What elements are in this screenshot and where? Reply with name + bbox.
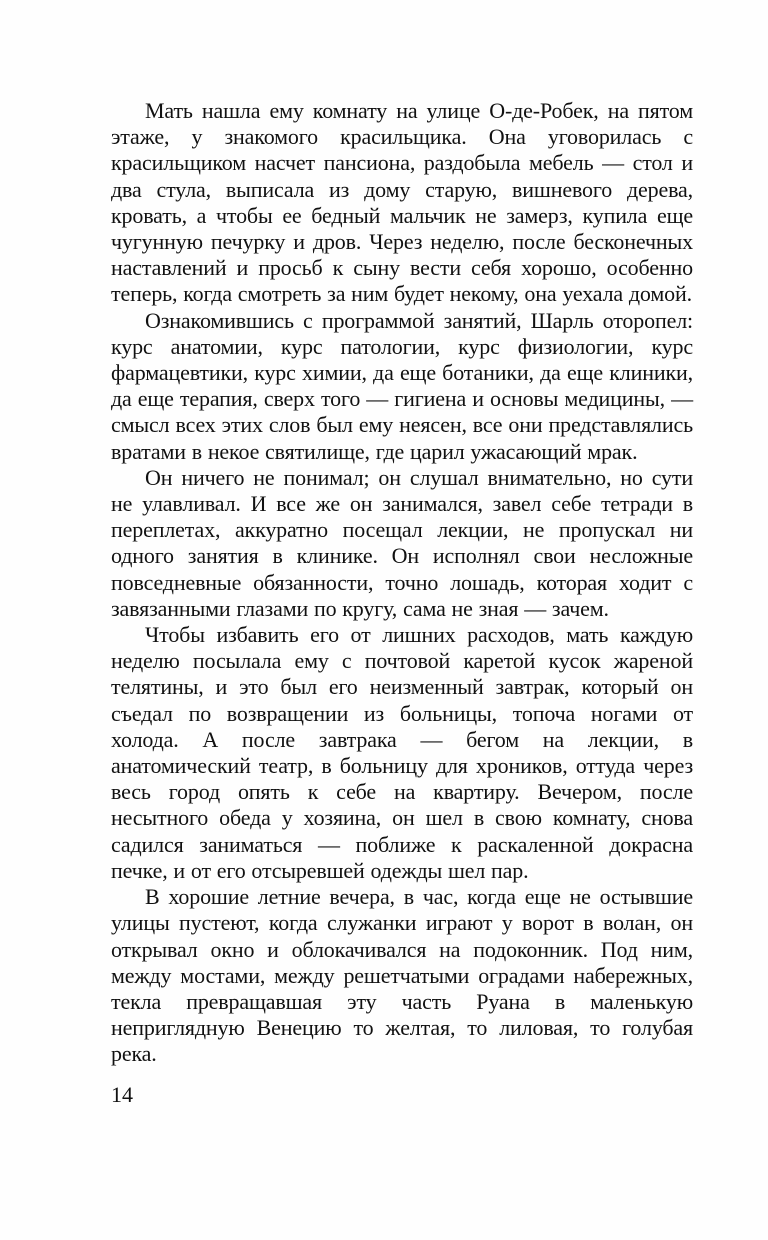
paragraph-5: В хорошие летние вечера, в час, когда еще не остывшие улицы пустеют, когда служанки играют у ворот в волан, он открывал окно и облокачивался на подоконник. Под ним, между мостами, между решетчатыми оградами набережных, текла превращавшая эту часть Руана в маленькую неприглядную Венецию то желтая, то лиловая, то голубая река.	[111, 884, 693, 1067]
paragraph-3: Он ничего не понимал; он слушал внимательно, но сути не улавливал. И все же он занимался, завел себе тетради в переплетах, аккуратно посещал лекции, не пропускал ни одного занятия в клинике. Он исполнял свои несложные повседневные обязанности, точно лошадь, которая ходит с завязанными глазами по кругу, сама не зная — зачем.	[111, 464, 693, 621]
paragraph-2: Ознакомившись с программой занятий, Шарль оторопел: курс анатомии, курс патологии, курс физиологии, курс фармацевтики, курс химии, да еще ботаники, да еще клиники, да еще терапия, сверх того — гигиена и основы медицины, — смысл всех этих слов был ему неясен, все они представлялись вратами в некое святилище, где царил ужасающий мрак.	[111, 307, 693, 464]
paragraph-4: Чтобы избавить его от лишних расходов, мать каждую неделю посылала ему с почтовой каретой кусок жареной телятины, и это был его неизменный завтрак, который он съедал по возвращении из больницы, топоча ногами от холода. А после завтрака — бегом на лекции, в анатомический театр, в больницу для хроников, оттуда через весь город опять к себе на квартиру. Вечером, после несытного обеда у хозяина, он шел в свою комнату, снова садился заниматься — поближе к раскаленной докрасна печке, и от его отсыревшей одежды шел пар.	[111, 622, 693, 883]
page-number: 14	[111, 1082, 133, 1107]
body-text	[111, 98, 693, 1068]
paragraph-1: Мать нашла ему комнату на улице О-де-Робек, на пятом этаже, у знакомого красильщика. Она уговорилась с красильщиком насчет пансиона, раздобыла мебель — стол и два стула, выписала из дому старую, вишневого дерева, кровать, а чтобы ее бедный мальчик не замерз, купила еще чугунную печурку и дров. Через неделю, после бесконечных наставлений и просьб к сыну вести себя хорошо, особенно теперь, когда смотреть за ним будет некому, она уехала домой.	[111, 98, 693, 307]
